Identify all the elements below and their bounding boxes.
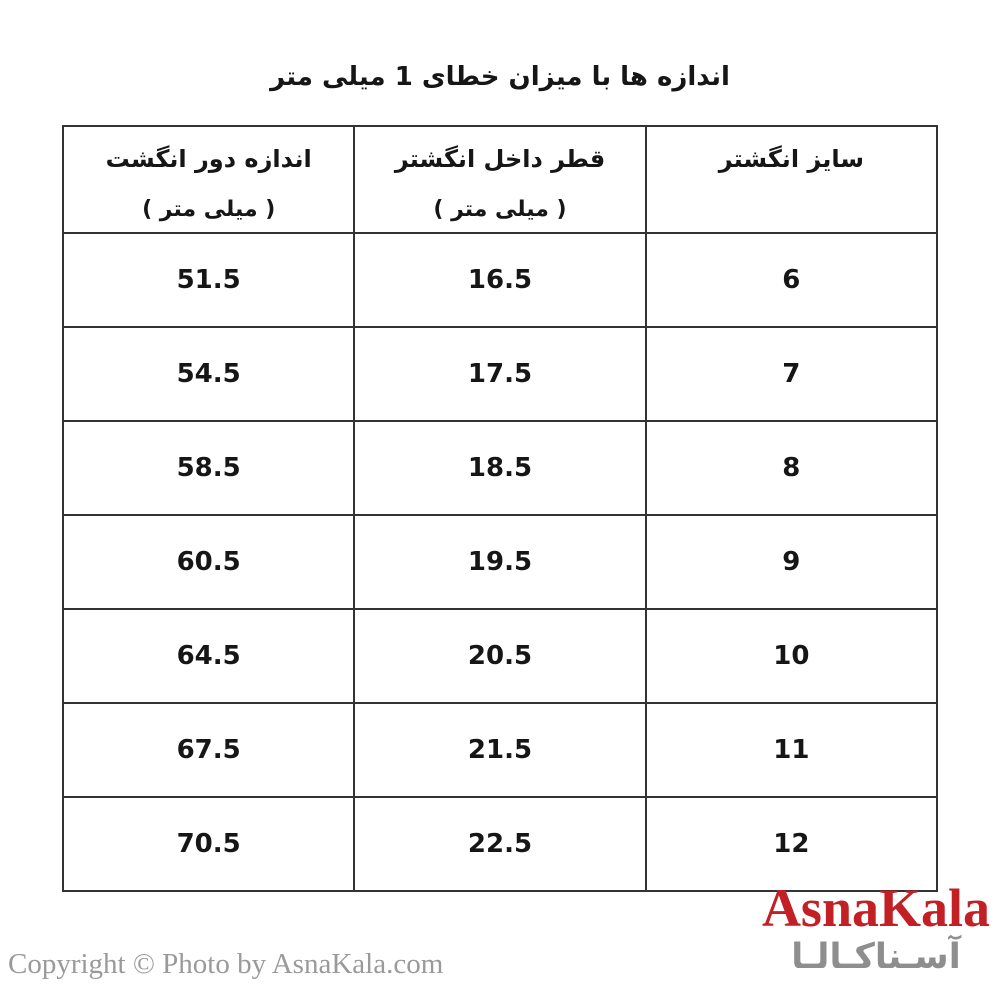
table-row (63, 609, 937, 703)
table-row (63, 421, 937, 515)
cell-inner-diameter: 22.5 (354, 797, 645, 891)
cell-inner-diameter: 20.5 (354, 609, 645, 703)
header-inner-diameter-label: قطر داخل انگشتر (394, 145, 606, 173)
table-row (63, 233, 937, 327)
cell-ring-size: 12 (646, 797, 937, 891)
header-ring-size-label: سایز انگشتر (718, 145, 864, 173)
header-inner-diameter-unit: ( میلی متر ) (433, 197, 567, 222)
table-row (63, 515, 937, 609)
cell-circumference: 58.5 (63, 421, 354, 515)
cell-inner-diameter: 18.5 (354, 421, 645, 515)
logo-latin-text: AsnaKala (761, 878, 990, 938)
page-title: اندازه ها با میزان خطای 1 میلی متر (270, 62, 730, 92)
cell-ring-size: 6 (646, 233, 937, 327)
cell-circumference: 70.5 (63, 797, 354, 891)
logo-persian-text: آسـناکـالـا (791, 937, 961, 978)
cell-ring-size: 9 (646, 515, 937, 609)
cell-inner-diameter: 16.5 (354, 233, 645, 327)
cell-ring-size: 8 (646, 421, 937, 515)
cell-circumference: 54.5 (63, 327, 354, 421)
cell-inner-diameter: 19.5 (354, 515, 645, 609)
header-inner-diameter (354, 126, 645, 233)
table-row (63, 797, 937, 891)
cell-circumference: 60.5 (63, 515, 354, 609)
copyright-text: Copyright © Photo by AsnaKala.com (8, 948, 444, 980)
table-header-row (63, 126, 937, 233)
cell-circumference: 51.5 (63, 233, 354, 327)
cell-ring-size: 10 (646, 609, 937, 703)
header-circumference (63, 126, 354, 233)
header-circumference-unit: ( میلی متر ) (142, 197, 276, 222)
table-row (63, 327, 937, 421)
cell-ring-size: 11 (646, 703, 937, 797)
ring-size-table (62, 125, 938, 892)
cell-circumference: 64.5 (63, 609, 354, 703)
asnakala-logo (761, 878, 990, 978)
cell-inner-diameter: 17.5 (354, 327, 645, 421)
cell-inner-diameter: 21.5 (354, 703, 645, 797)
header-circumference-label: اندازه دور انگشت (105, 145, 312, 173)
cell-ring-size: 7 (646, 327, 937, 421)
cell-circumference: 67.5 (63, 703, 354, 797)
header-ring-size (646, 126, 937, 233)
table-row (63, 703, 937, 797)
